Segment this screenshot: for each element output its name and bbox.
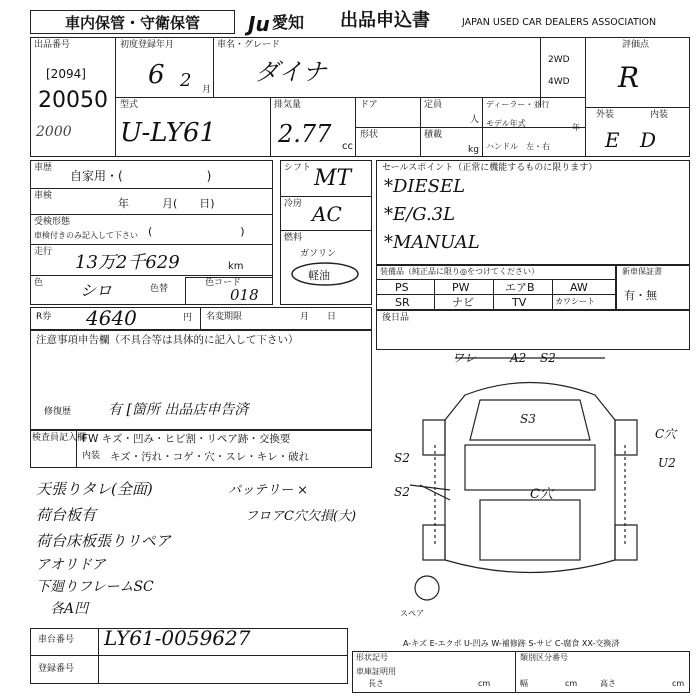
inspection-value: 年 月( 日) <box>118 197 215 210</box>
color-label: 色 <box>34 278 44 288</box>
lot-bracket: [2094] <box>46 67 86 81</box>
recycle-label: R券 <box>36 312 52 322</box>
equip-pw: PW <box>452 281 470 294</box>
reception-note: 車検付きのみ記入して下さい <box>34 231 138 240</box>
equip-leather: カワシート <box>555 297 595 306</box>
width-label: 幅 <box>520 679 528 688</box>
color-code-value: 018 <box>230 286 259 304</box>
mileage-value: 13万2千629 <box>75 252 180 273</box>
fuel-circle <box>290 262 360 286</box>
equip-tv: TV <box>512 296 527 309</box>
note-line-2: 荷台板有 <box>36 506 97 524</box>
equip-ps: PS <box>395 281 409 294</box>
equip-sr: SR <box>395 296 410 309</box>
load-label: 積載 <box>424 130 443 140</box>
first-reg-month: 2 <box>180 70 192 91</box>
name-change-label: 名変期限 <box>206 312 243 322</box>
selling-points-label: セールスポイント（正常に機能するものに限ります） <box>382 163 598 173</box>
model-label: 車名・グレード <box>217 40 281 50</box>
reception-value: ( ) <box>148 225 245 238</box>
length-cm: cm <box>478 679 491 688</box>
selling-point-2: *E/G.3L <box>384 204 456 225</box>
mark-s3: S3 <box>520 412 536 426</box>
height-cm: cm <box>672 679 685 688</box>
mark-c-hole-center: C穴 <box>530 487 553 502</box>
chassis-label: 車台番号 <box>38 635 75 645</box>
selling-point-1: *DIESEL <box>384 176 466 197</box>
mark-ware: ワレ <box>452 351 477 365</box>
garage-cert-label: 車庫証明用 <box>356 667 396 676</box>
class-number-label: 類別区分番号 <box>520 653 568 662</box>
damage-legend: A-キズ E-エクボ U-凹み W-補修跡 S-サビ C-腐食 XX-交換済 <box>403 639 620 648</box>
history-label: 車歴 <box>34 163 53 173</box>
mileage-label: 走行 <box>34 247 53 257</box>
equip-aw: AW <box>570 281 588 294</box>
note-line-3: 荷台床板張りリペア <box>36 532 171 550</box>
registration-number-label: 登録番号 <box>38 664 75 674</box>
width-cm: cm <box>565 679 578 688</box>
notes-label: 注意事項申告欄（不具合等は具体的に記入して下さい） <box>36 334 299 346</box>
note-battery: バッテリー × <box>228 483 309 498</box>
fw-damage-line: FW キズ・凹み・ヒビ割・リペア跡・交換要 <box>82 433 291 445</box>
form-title: 出品申込書 <box>340 10 430 31</box>
month-unit: 月 <box>202 85 212 95</box>
mark-s2-left-lower: S2 <box>394 485 410 499</box>
fuel-label: 燃料 <box>284 233 303 243</box>
ac-label: 冷房 <box>284 199 303 209</box>
note-line-5: 下廻りフレームSC <box>36 579 154 595</box>
ac-value: AC <box>312 202 342 226</box>
fuel-alt: 軽油 <box>308 269 330 282</box>
type-label: 型式 <box>120 100 139 110</box>
exterior-grade: E <box>605 128 620 152</box>
storage-title: 車内保管・守衛保管 <box>30 10 235 34</box>
warranty-label: 新車保証書 <box>622 267 662 276</box>
recycle-value: 4640 <box>86 306 137 330</box>
shape-label: 形状 <box>360 130 379 140</box>
mark-c-hole-right: C穴 <box>655 427 677 441</box>
repair-history-label: 修復歴 <box>44 407 72 417</box>
shape-code-label: 形状記号 <box>356 653 388 662</box>
color-value: シロ <box>80 281 113 300</box>
length-label: 長さ <box>368 679 384 688</box>
interior-grade: D <box>640 128 657 152</box>
height-label: 高さ <box>600 679 616 688</box>
back-date-label: 後日品 <box>382 313 410 323</box>
drive-2wd: 2WD <box>548 55 570 65</box>
displacement-label: 排気量 <box>274 100 302 110</box>
note-floor-hole: フロアC穴欠損(大) <box>245 509 357 524</box>
selling-point-3: *MANUAL <box>384 232 480 253</box>
org-name: 愛知 <box>272 13 305 32</box>
shift-label: シフト <box>284 163 312 173</box>
load-unit: kg <box>468 145 479 155</box>
repair-history-value: 有 [箇所 出品店申告済 <box>108 402 249 418</box>
chassis-number: LY61-0059627 <box>104 626 251 650</box>
interior-damage-line: キズ・汚れ・コゲ・穴・スレ・キレ・破れ <box>110 451 310 463</box>
reception-label: 受検形態 <box>34 217 71 227</box>
grade-value: R <box>618 61 640 94</box>
back-date-box <box>376 310 690 350</box>
model-value: ダイナ <box>255 58 327 86</box>
mark-s2-left: S2 <box>394 451 410 465</box>
name-change-value: 月 日 <box>300 312 337 322</box>
recycle-unit: 円 <box>183 313 193 323</box>
color-code-label: 色コード <box>205 278 242 288</box>
capacity-label: 定員 <box>424 100 443 110</box>
grade-label: 評価点 <box>622 40 650 50</box>
displacement-value: 2.77 <box>278 120 332 148</box>
mark-u2: U2 <box>658 456 676 470</box>
year-unit: 年 <box>572 123 580 132</box>
association-name: JAPAN USED CAR DEALERS ASSOCIATION <box>462 17 657 28</box>
door-label: ドア <box>360 100 378 110</box>
dealer-label: ディーラー・並行 <box>486 100 550 109</box>
capacity-unit: 人 <box>470 115 480 125</box>
type-value: U-LY61 <box>120 118 217 148</box>
mark-a2: A2 <box>510 351 527 365</box>
inspection-label: 車検 <box>34 191 53 201</box>
spare-label: スペア <box>400 609 424 618</box>
equip-airbag: エアB <box>505 281 535 294</box>
shift-value: MT <box>314 166 352 191</box>
drive-4wd: 4WD <box>548 77 570 87</box>
interior-label: 内装 <box>650 110 669 120</box>
interior-damage-label: 内装 <box>82 451 101 461</box>
color-replace-label: 色替 <box>150 284 169 294</box>
lot-scribble: 2000 <box>36 124 72 140</box>
equip-navi: ナビ <box>452 296 474 309</box>
car-diagram <box>405 350 655 610</box>
equipment-label: 装備品（純正品に限り◎をつけてください） <box>380 267 539 276</box>
note-line-4: アオリドア <box>36 557 106 573</box>
lot-label: 出品番号 <box>34 40 71 50</box>
first-reg-year: 6 <box>148 60 165 90</box>
model-year-label: モデル年式 <box>486 119 526 128</box>
exterior-label: 外装 <box>596 110 615 120</box>
history-value: 自家用・( ) <box>70 169 212 183</box>
note-line-1: 天張りタレ(全面) <box>36 480 153 498</box>
inspector-label: 検査員記入欄 <box>32 433 87 443</box>
cc-unit: cc <box>342 141 353 152</box>
handle-label: ハンドル 左・右 <box>486 142 550 151</box>
mileage-unit: km <box>228 261 244 272</box>
note-line-6: 各A凹 <box>50 601 89 617</box>
ju-logo: Ju <box>248 12 270 36</box>
lot-number: 20050 <box>38 88 108 113</box>
warranty-value: 有・無 <box>624 289 657 302</box>
first-reg-label: 初度登録年月 <box>120 40 175 50</box>
mark-s2-top: S2 <box>540 351 556 365</box>
fuel-value: ガソリン <box>300 249 337 259</box>
